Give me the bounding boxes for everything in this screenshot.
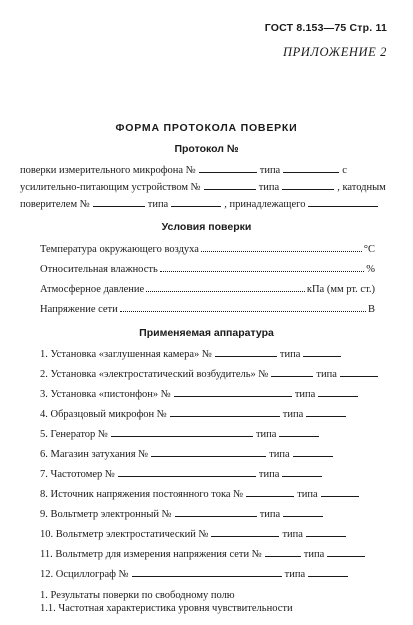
condition-value-field[interactable] [201, 251, 362, 252]
intro-line-2-text: усилительно-питающим устройством № [20, 182, 201, 193]
condition-row [40, 284, 375, 295]
apparatus-type-field[interactable] [293, 456, 333, 457]
apparatus-label: 8. Источник напряжения постоянного тока № [40, 489, 244, 500]
apparatus-label: 5. Генератор № [40, 429, 108, 440]
apparatus-type-field[interactable] [306, 536, 346, 537]
condition-row [40, 264, 375, 275]
apparatus-number-field[interactable] [265, 556, 301, 557]
apparatus-number-field[interactable] [175, 516, 257, 517]
apparatus-row [40, 369, 381, 380]
apparatus-type-field[interactable] [308, 576, 348, 577]
apparatus-label: 4. Образцовый микрофон № [40, 409, 167, 420]
condition-unit: В [367, 304, 375, 315]
intro-line-3-type: типа [147, 199, 169, 210]
apparatus-type-label: типа [258, 469, 280, 480]
condition-label: Относительная влажность [40, 264, 158, 275]
apparatus-type-field[interactable] [327, 556, 365, 557]
condition-row [40, 244, 375, 255]
intro-line-1-end: с [342, 165, 347, 176]
apparatus-number-field[interactable] [170, 416, 280, 417]
apparatus-label: 6. Магазин затухания № [40, 449, 149, 460]
apparatus-heading: Применяемая аппаратура [139, 327, 274, 339]
apparatus-number-field[interactable] [111, 436, 253, 437]
cathode-number-field[interactable] [93, 206, 145, 207]
condition-row [40, 304, 375, 315]
amplifier-number-field[interactable] [204, 189, 256, 190]
condition-label: Температура окружающего воздуха [40, 244, 199, 255]
results-line-2: 1.1. Частотная характеристика уровня чувствительности [40, 603, 293, 614]
apparatus-label: 2. Установка «электростатический возбудитель» № [40, 369, 269, 380]
intro-line-2 [20, 182, 386, 193]
intro-line-2-type: типа [258, 182, 280, 193]
apparatus-row [40, 449, 336, 460]
apparatus-type-field[interactable] [282, 476, 322, 477]
apparatus-type-label: типа [255, 429, 277, 440]
apparatus-type-label: типа [282, 409, 304, 420]
apparatus-number-field[interactable] [118, 476, 256, 477]
results-line-1: 1. Результаты поверки по свободному полю [40, 590, 235, 601]
apparatus-type-field[interactable] [279, 436, 319, 437]
apparatus-number-field[interactable] [174, 396, 292, 397]
apparatus-type-field[interactable] [306, 416, 346, 417]
apparatus-label: 1. Установка «заглушенная камера» № [40, 349, 212, 360]
apparatus-type-label: типа [282, 529, 303, 540]
apparatus-label: 9. Вольтметр электронный № [40, 509, 172, 520]
apparatus-row [40, 549, 368, 560]
apparatus-type-label: типа [269, 449, 290, 460]
intro-line-2-end: , катодным [337, 182, 386, 193]
microphone-type-field[interactable] [283, 172, 339, 173]
condition-label: Напряжение сети [40, 304, 118, 315]
apparatus-number-field[interactable] [151, 456, 266, 457]
apparatus-type-label: типа [303, 549, 325, 560]
apparatus-row [40, 509, 326, 520]
intro-line-3-text: поверителем № [20, 199, 90, 210]
apparatus-row [40, 429, 322, 440]
apparatus-label: 10. Вольтметр электростатический № [40, 529, 209, 540]
apparatus-type-label: типа [279, 349, 301, 360]
conditions-heading: Условия поверки [161, 221, 252, 233]
intro-line-1 [20, 165, 347, 176]
cathode-type-field[interactable] [171, 206, 221, 207]
apparatus-type-field[interactable] [283, 516, 323, 517]
condition-unit: кПа (мм рт. ст.) [306, 284, 375, 295]
apparatus-number-field[interactable] [215, 356, 277, 357]
apparatus-row [40, 469, 325, 480]
intro-line-1-type: типа [259, 165, 281, 176]
apparatus-type-field[interactable] [321, 496, 359, 497]
microphone-number-field[interactable] [199, 172, 257, 173]
apparatus-type-field[interactable] [318, 396, 358, 397]
condition-value-field[interactable] [120, 311, 366, 312]
amplifier-type-field[interactable] [282, 189, 334, 190]
form-title: ФОРМА ПРОТОКОЛА ПОВЕРКИ [115, 122, 298, 134]
apparatus-row [40, 489, 362, 500]
owner-field[interactable] [308, 206, 378, 207]
protocol-number: Протокол № [174, 143, 239, 155]
condition-label: Атмосферное давление [40, 284, 145, 295]
apparatus-type-label: типа [284, 569, 306, 580]
apparatus-row [40, 529, 349, 540]
apparatus-number-field[interactable] [211, 536, 279, 537]
condition-value-field[interactable] [146, 291, 305, 292]
apparatus-label: 12. Осциллограф № [40, 569, 129, 580]
apparatus-type-field[interactable] [340, 376, 378, 377]
apparatus-type-label: типа [316, 369, 337, 380]
apparatus-type-field[interactable] [303, 356, 341, 357]
intro-line-3 [20, 199, 381, 210]
apparatus-label: 3. Установка «пистонфон» № [40, 389, 171, 400]
apparatus-row [40, 569, 351, 580]
apparatus-type-label: типа [297, 489, 318, 500]
apparatus-label: 11. Вольтметр для измерения напряжения сети № [40, 549, 262, 560]
intro-line-3-end: , принадлежащего [224, 199, 306, 210]
apparatus-number-field[interactable] [271, 376, 313, 377]
page-header: ГОСТ 8.153—75 Стр. 11 [264, 22, 387, 34]
appendix-label: ПРИЛОЖЕНИЕ 2 [282, 45, 387, 59]
apparatus-type-label: типа [259, 509, 281, 520]
condition-unit: °С [363, 244, 375, 255]
condition-value-field[interactable] [160, 271, 365, 272]
apparatus-number-field[interactable] [132, 576, 282, 577]
intro-line-1-text: поверки измерительного микрофона № [20, 165, 196, 176]
apparatus-type-label: типа [294, 389, 316, 400]
apparatus-number-field[interactable] [246, 496, 294, 497]
apparatus-row [40, 389, 361, 400]
apparatus-row [40, 349, 344, 360]
apparatus-label: 7. Частотомер № [40, 469, 115, 480]
condition-unit: % [366, 264, 375, 275]
apparatus-row [40, 409, 349, 420]
